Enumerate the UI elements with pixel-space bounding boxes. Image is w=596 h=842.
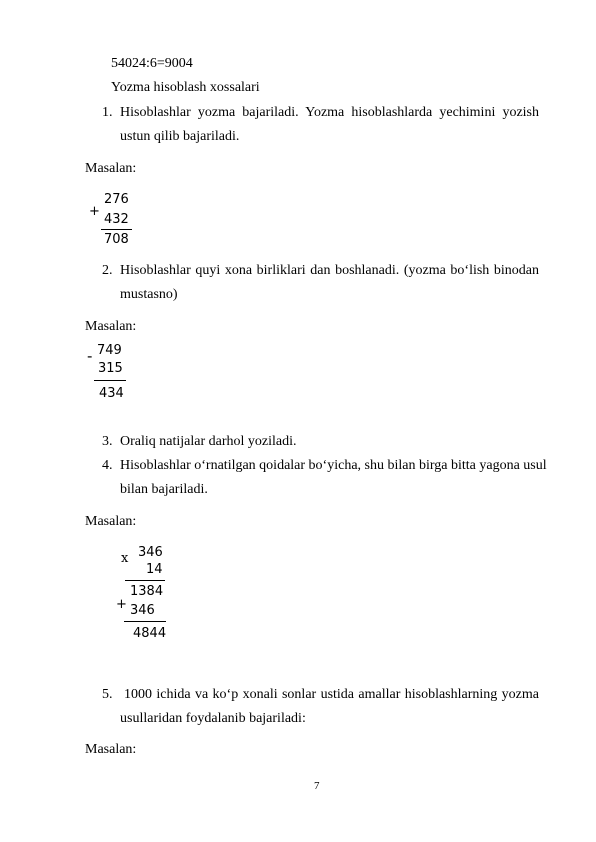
list-item-5-line2: usullaridan foydalanib bajariladi:	[120, 711, 306, 726]
multiplication-sign: x	[121, 551, 129, 566]
subtraction-result-line	[94, 380, 126, 381]
subtraction-bottom-operand: 315	[98, 361, 123, 376]
list-item-1-line2: ustun qilib bajariladi.	[120, 129, 240, 144]
partial-sum-sign: +	[116, 597, 127, 612]
list-item-number-1: 1.	[102, 105, 113, 120]
subtraction-result: 434	[99, 386, 124, 401]
list-item-number-4: 4.	[102, 458, 113, 473]
multiplication-result: 4844	[133, 626, 167, 641]
list-item-2-line2: mustasno)	[120, 287, 178, 302]
list-item-number-3: 3.	[102, 434, 113, 449]
multiplication-bottom-operand: 14	[146, 562, 163, 577]
multiplication-first-line	[125, 580, 165, 581]
example-label-4: Masalan:	[85, 742, 137, 757]
subtraction-sign: -	[87, 347, 93, 365]
addition-sign: +	[89, 204, 100, 219]
addition-top-operand: 276	[104, 192, 129, 207]
list-item-2-line1: Hisoblashlar quyi xona birliklari dan boshlanadi. (yozma bo‘lish binodan	[120, 263, 539, 278]
list-item-5-line1: 1000 ichida va ko‘p xonali sonlar ustida amallar hisoblashlarning yozma	[124, 687, 539, 702]
addition-result-line	[101, 229, 132, 230]
page-number: 7	[314, 780, 320, 792]
example-label-1: Masalan:	[85, 161, 137, 176]
addition-result: 708	[104, 232, 129, 247]
multiplication-top-operand: 346	[138, 545, 163, 560]
multiplication-second-line	[124, 621, 166, 622]
section-heading: Yozma hisoblash xossalari	[111, 80, 260, 95]
list-item-3-line1: Oraliq natijalar darhol yoziladi.	[120, 434, 297, 449]
list-item-number-2: 2.	[102, 263, 113, 278]
list-item-1-line1: Hisoblashlar yozma bajariladi. Yozma hisoblashlarda yechimini yozish	[120, 105, 539, 120]
partial-product-2: 346	[130, 603, 155, 618]
list-item-4-line1: Hisoblashlar o‘rnatilgan qoidalar bo‘yicha, shu bilan birga bitta yagona usul	[120, 458, 547, 473]
partial-product-1: 1384	[130, 584, 164, 599]
example-label-3: Masalan:	[85, 514, 137, 529]
subtraction-top-operand: 749	[97, 343, 122, 358]
list-item-number-5: 5.	[102, 687, 113, 702]
intro-equation: 54024:6=9004	[111, 56, 193, 71]
example-label-2: Masalan:	[85, 319, 137, 334]
list-item-4-line2: bilan bajariladi.	[120, 482, 208, 497]
addition-bottom-operand: 432	[104, 212, 129, 227]
